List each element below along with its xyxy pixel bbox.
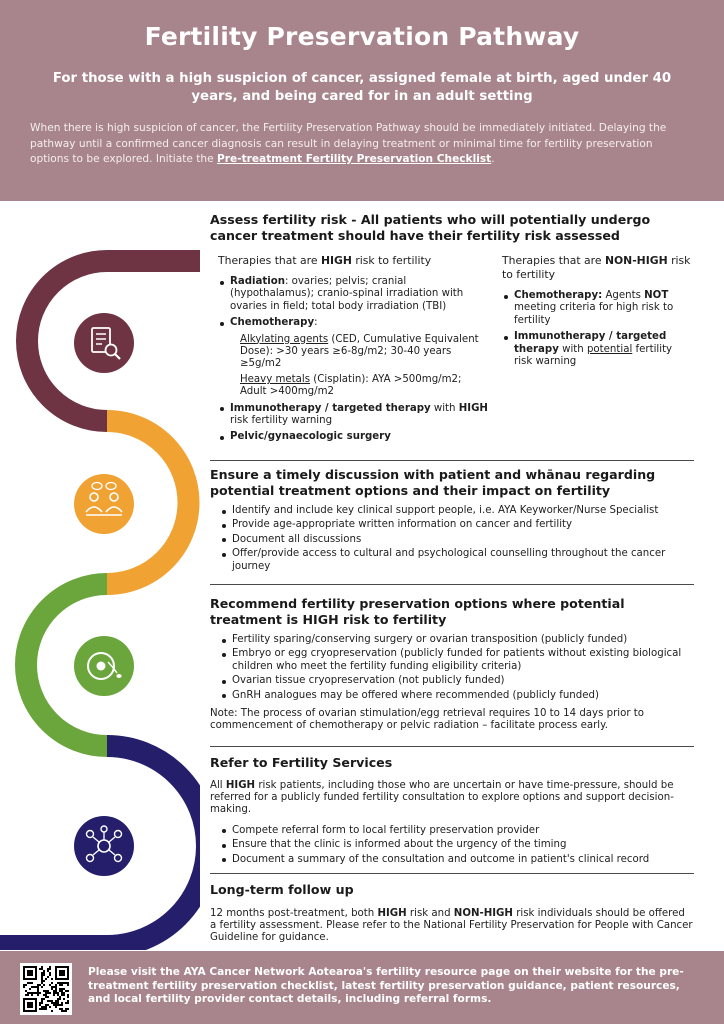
list-item: GnRH analogues may be offered where recommended (publicly funded) <box>220 690 694 702</box>
discussion-group-icon <box>74 474 134 534</box>
section-discussion-title: Ensure a timely discussion with patient and whānau regarding potential treatment options and their impact on fertility <box>210 467 656 498</box>
page-title: Fertility Preservation Pathway <box>144 22 580 51</box>
section-follow-up <box>210 882 694 945</box>
divider <box>210 460 694 461</box>
section-follow-up-title: Long-term follow up <box>210 882 354 897</box>
pathway-graphic <box>0 240 200 950</box>
high-risk-list <box>218 276 490 444</box>
list-item: Document a summary of the consultation and outcome in patient's clinical record <box>220 854 694 866</box>
list-item: Offer/provide access to cultural and psychological counselling throughout the cancer journey <box>220 548 694 573</box>
divider <box>210 746 694 747</box>
list-item: Embryo or egg cryopreservation (publicly funded for patients without existing biological children who meet the fertility funding eligibility criteria) <box>220 648 694 673</box>
footer-text: Please visit the AYA Cancer Network Aotearoa's fertility resource page on their website for the pre-treatment fertility preservation checklist, latest fertility preservation guidance, patient resources, and local fertility provider contact details, including referral forms. <box>88 966 684 1006</box>
section-recommend-title: Recommend fertility preservation options where potential treatment is HIGH risk to fertility <box>210 596 625 627</box>
discussion-list <box>210 505 694 573</box>
page-subtitle: For those with a high suspicion of cancer, assigned female at birth, aged under 40 years, and being cared for in an adult setting <box>52 71 672 104</box>
section-assess-title: Assess fertility risk - All patients who will potentially undergo cancer treatment should have their fertility risk assessed <box>210 212 651 243</box>
document-search-icon <box>74 313 134 373</box>
list-item: Immunotherapy / targeted therapy with potential fertility risk warning <box>502 331 692 368</box>
section-refer-title: Refer to Fertility Services <box>210 755 393 770</box>
list-item: Pelvic/gynaecologic surgery <box>218 431 490 443</box>
alkylating-detail: Alkylating agents (CED, Cumulative Equivalent Dose): >30 years ≥6-8g/m2; 30-40 years ≥5g/m2 <box>240 333 479 370</box>
recommend-note: Note: The process of ovarian stimulation/egg retrieval requires 10 to 14 days prior to commencement of chemotherapy or pelvic radiation – facilitate process early. <box>210 708 644 732</box>
non-high-risk-column <box>502 254 692 370</box>
section-recommend <box>210 596 694 733</box>
non-high-risk-list <box>502 290 692 368</box>
heavy-metals-detail: Heavy metals (Cisplatin): AYA >500mg/m2; Adult >400mg/m2 <box>240 373 462 398</box>
section-assess-risk <box>210 212 694 243</box>
section-discussion <box>210 467 694 575</box>
high-risk-column <box>218 254 490 446</box>
non-high-risk-heading: Therapies that are NON-HIGH risk to fertility <box>502 254 691 281</box>
list-item: Ensure that the clinic is informed about the urgency of the timing <box>220 839 694 851</box>
list-item: Radiation: ovaries; pelvis; cranial (hypothalamus); cranio-spinal irradiation with ovaries in field; total body irradiation (TBI) <box>218 276 490 313</box>
qr-code[interactable] <box>20 963 72 1015</box>
recommend-list <box>210 634 694 702</box>
footer-banner <box>0 951 724 1024</box>
network-referral-icon <box>74 816 134 876</box>
header-banner <box>0 0 724 201</box>
refer-intro: All HIGH risk patients, including those who are uncertain or have time-pressure, should be referred for a publicly funded fertility consultation to explore options and support decision-making. <box>210 779 674 816</box>
qr-code-image <box>23 966 69 1012</box>
refer-list <box>210 825 694 866</box>
list-item: Identify and include key clinical support people, i.e. AYA Keyworker/Nurse Specialist <box>220 505 694 517</box>
list-item: Provide age-appropriate written information on cancer and fertility <box>220 519 694 531</box>
list-item: Ovarian tissue cryopreservation (not publicly funded) <box>220 675 694 687</box>
intro-text: When there is high suspicion of cancer, the Fertility Preservation Pathway should be immediately initiated. Delaying the pathway until a confirmed cancer diagnosis can result in delaying treatment or minimal time for fertility preservation options to be explored. Initiate the Pre-treatment Fertility Preservation Checklist. <box>30 122 667 165</box>
list-item: Fertility sparing/conserving surgery or ovarian transposition (publicly funded) <box>220 634 694 646</box>
divider <box>210 873 694 874</box>
high-risk-heading: Therapies that are HIGH risk to fertility <box>218 254 432 267</box>
list-item: Chemotherapy: Alkylating agents (CED, Cumulative Equivalent Dose): >30 years ≥6-8g/m2; 30-40 years ≥5g/m2 Heavy metals (Cisplatin): AYA >500mg/m2; Adult >400mg/m2 <box>218 317 490 398</box>
list-item: Compete referral form to local fertility preservation provider <box>220 825 694 837</box>
checklist-link[interactable]: Pre-treatment Fertility Preservation Checklist <box>217 153 492 165</box>
list-item: Chemotherapy: Agents NOT meeting criteria for high risk to fertility <box>502 290 692 327</box>
list-item: Immunotherapy / targeted therapy with HIGH risk fertility warning <box>218 403 490 428</box>
follow-up-text: 12 months post-treatment, both HIGH risk and NON-HIGH risk individuals should be offered a fertility assessment. Please refer to the National Fertility Preservation for People with Cancer Guideline for guidance. <box>210 907 693 944</box>
divider <box>210 584 694 585</box>
egg-sperm-icon <box>74 636 134 696</box>
list-item: Document all discussions <box>220 534 694 546</box>
section-refer <box>210 755 694 868</box>
